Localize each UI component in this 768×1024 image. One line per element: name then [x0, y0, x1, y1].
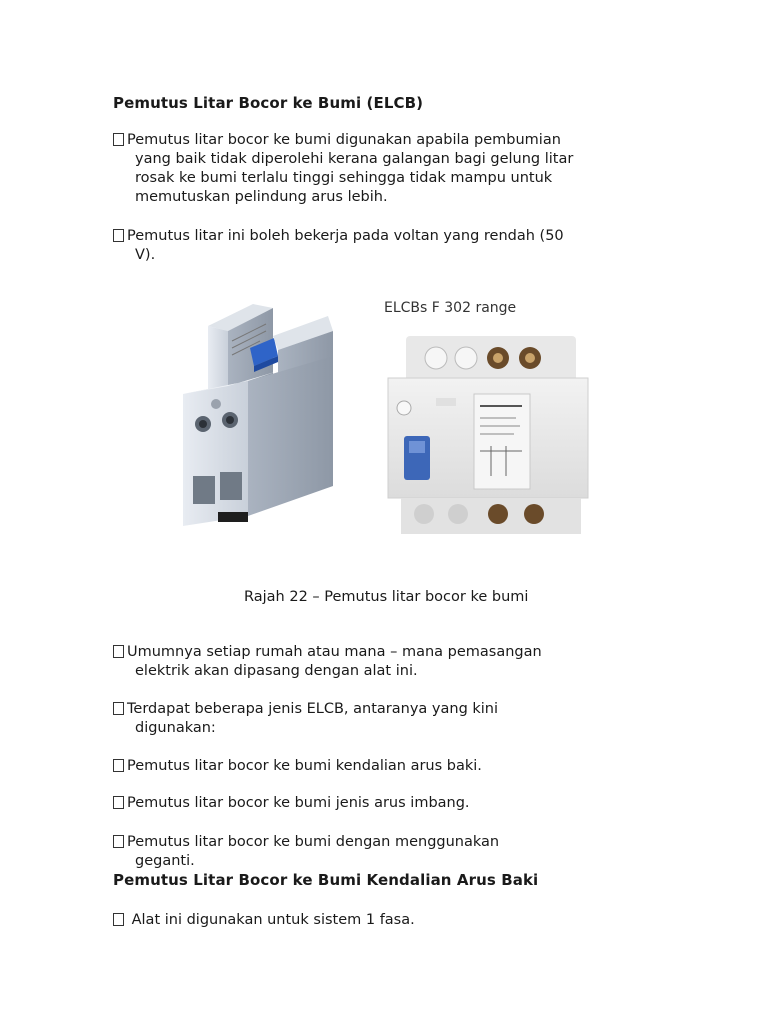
list-item-line-2: digunakan: — [135, 720, 216, 736]
list-item — [113, 911, 633, 930]
list-item — [113, 833, 633, 871]
list-item — [113, 757, 633, 776]
bullet-box-icon — [113, 913, 124, 926]
list-item-line-1: Alat ini digunakan untuk sistem 1 fasa. — [131, 912, 415, 928]
list-item-line-2: geganti. — [135, 853, 195, 869]
bullet-box-icon — [113, 702, 124, 715]
section-heading: Pemutus Litar Bocor ke Bumi Kendalian Arus Baki — [113, 871, 539, 889]
paragraph-1-line-4: memutuskan pelindung arus lebih. — [135, 189, 388, 205]
list-item-line-1: Pemutus litar bocor ke bumi jenis arus imbang. — [127, 795, 470, 811]
page-title: Pemutus Litar Bocor ke Bumi (ELCB) — [113, 94, 424, 112]
paragraph-1-line-3: rosak ke bumi terlalu tinggi sehingga tidak mampu untuk — [135, 170, 553, 186]
paragraph-2-line-2: V). — [135, 247, 156, 263]
list-item — [113, 794, 633, 813]
paragraph-1-line-2: yang baik tidak diperolehi kerana galangan bagi gelung litar — [135, 151, 574, 167]
list-item-line-1: Pemutus litar bocor ke bumi kendalian arus baki. — [127, 758, 482, 774]
list-item-line-2: elektrik akan dipasang dengan alat ini. — [135, 663, 418, 679]
list-item-line-1: Terdapat beberapa jenis ELCB, antaranya yang kini — [127, 701, 499, 717]
bullet-box-icon — [113, 759, 124, 772]
photo-label: ELCBs F 302 range — [384, 300, 517, 316]
list-item-line-1: Pemutus litar bocor ke bumi dengan menggunakan — [127, 834, 500, 850]
list-item — [113, 643, 633, 681]
bullet-box-icon — [113, 835, 124, 848]
paragraph-1 — [113, 131, 633, 207]
elcb-4-pole-photo — [376, 286, 602, 544]
bullet-box-icon — [113, 229, 124, 242]
bullet-box-icon — [113, 133, 124, 146]
paragraph-2 — [113, 227, 633, 265]
list-item — [113, 700, 633, 738]
list-item-line-1: Umumnya setiap rumah atau mana – mana pemasangan — [127, 644, 542, 660]
figure-caption: Rajah 22 – Pemutus litar bocor ke bumi — [244, 589, 529, 605]
bullet-box-icon — [113, 796, 124, 809]
bullet-box-icon — [113, 645, 124, 658]
paragraph-2-line-1: Pemutus litar ini boleh bekerja pada voltan yang rendah (50 — [127, 228, 564, 244]
paragraph-1-line-1: Pemutus litar bocor ke bumi digunakan apabila pembumian — [127, 132, 561, 148]
elcb-2-pole-photo — [148, 286, 358, 544]
